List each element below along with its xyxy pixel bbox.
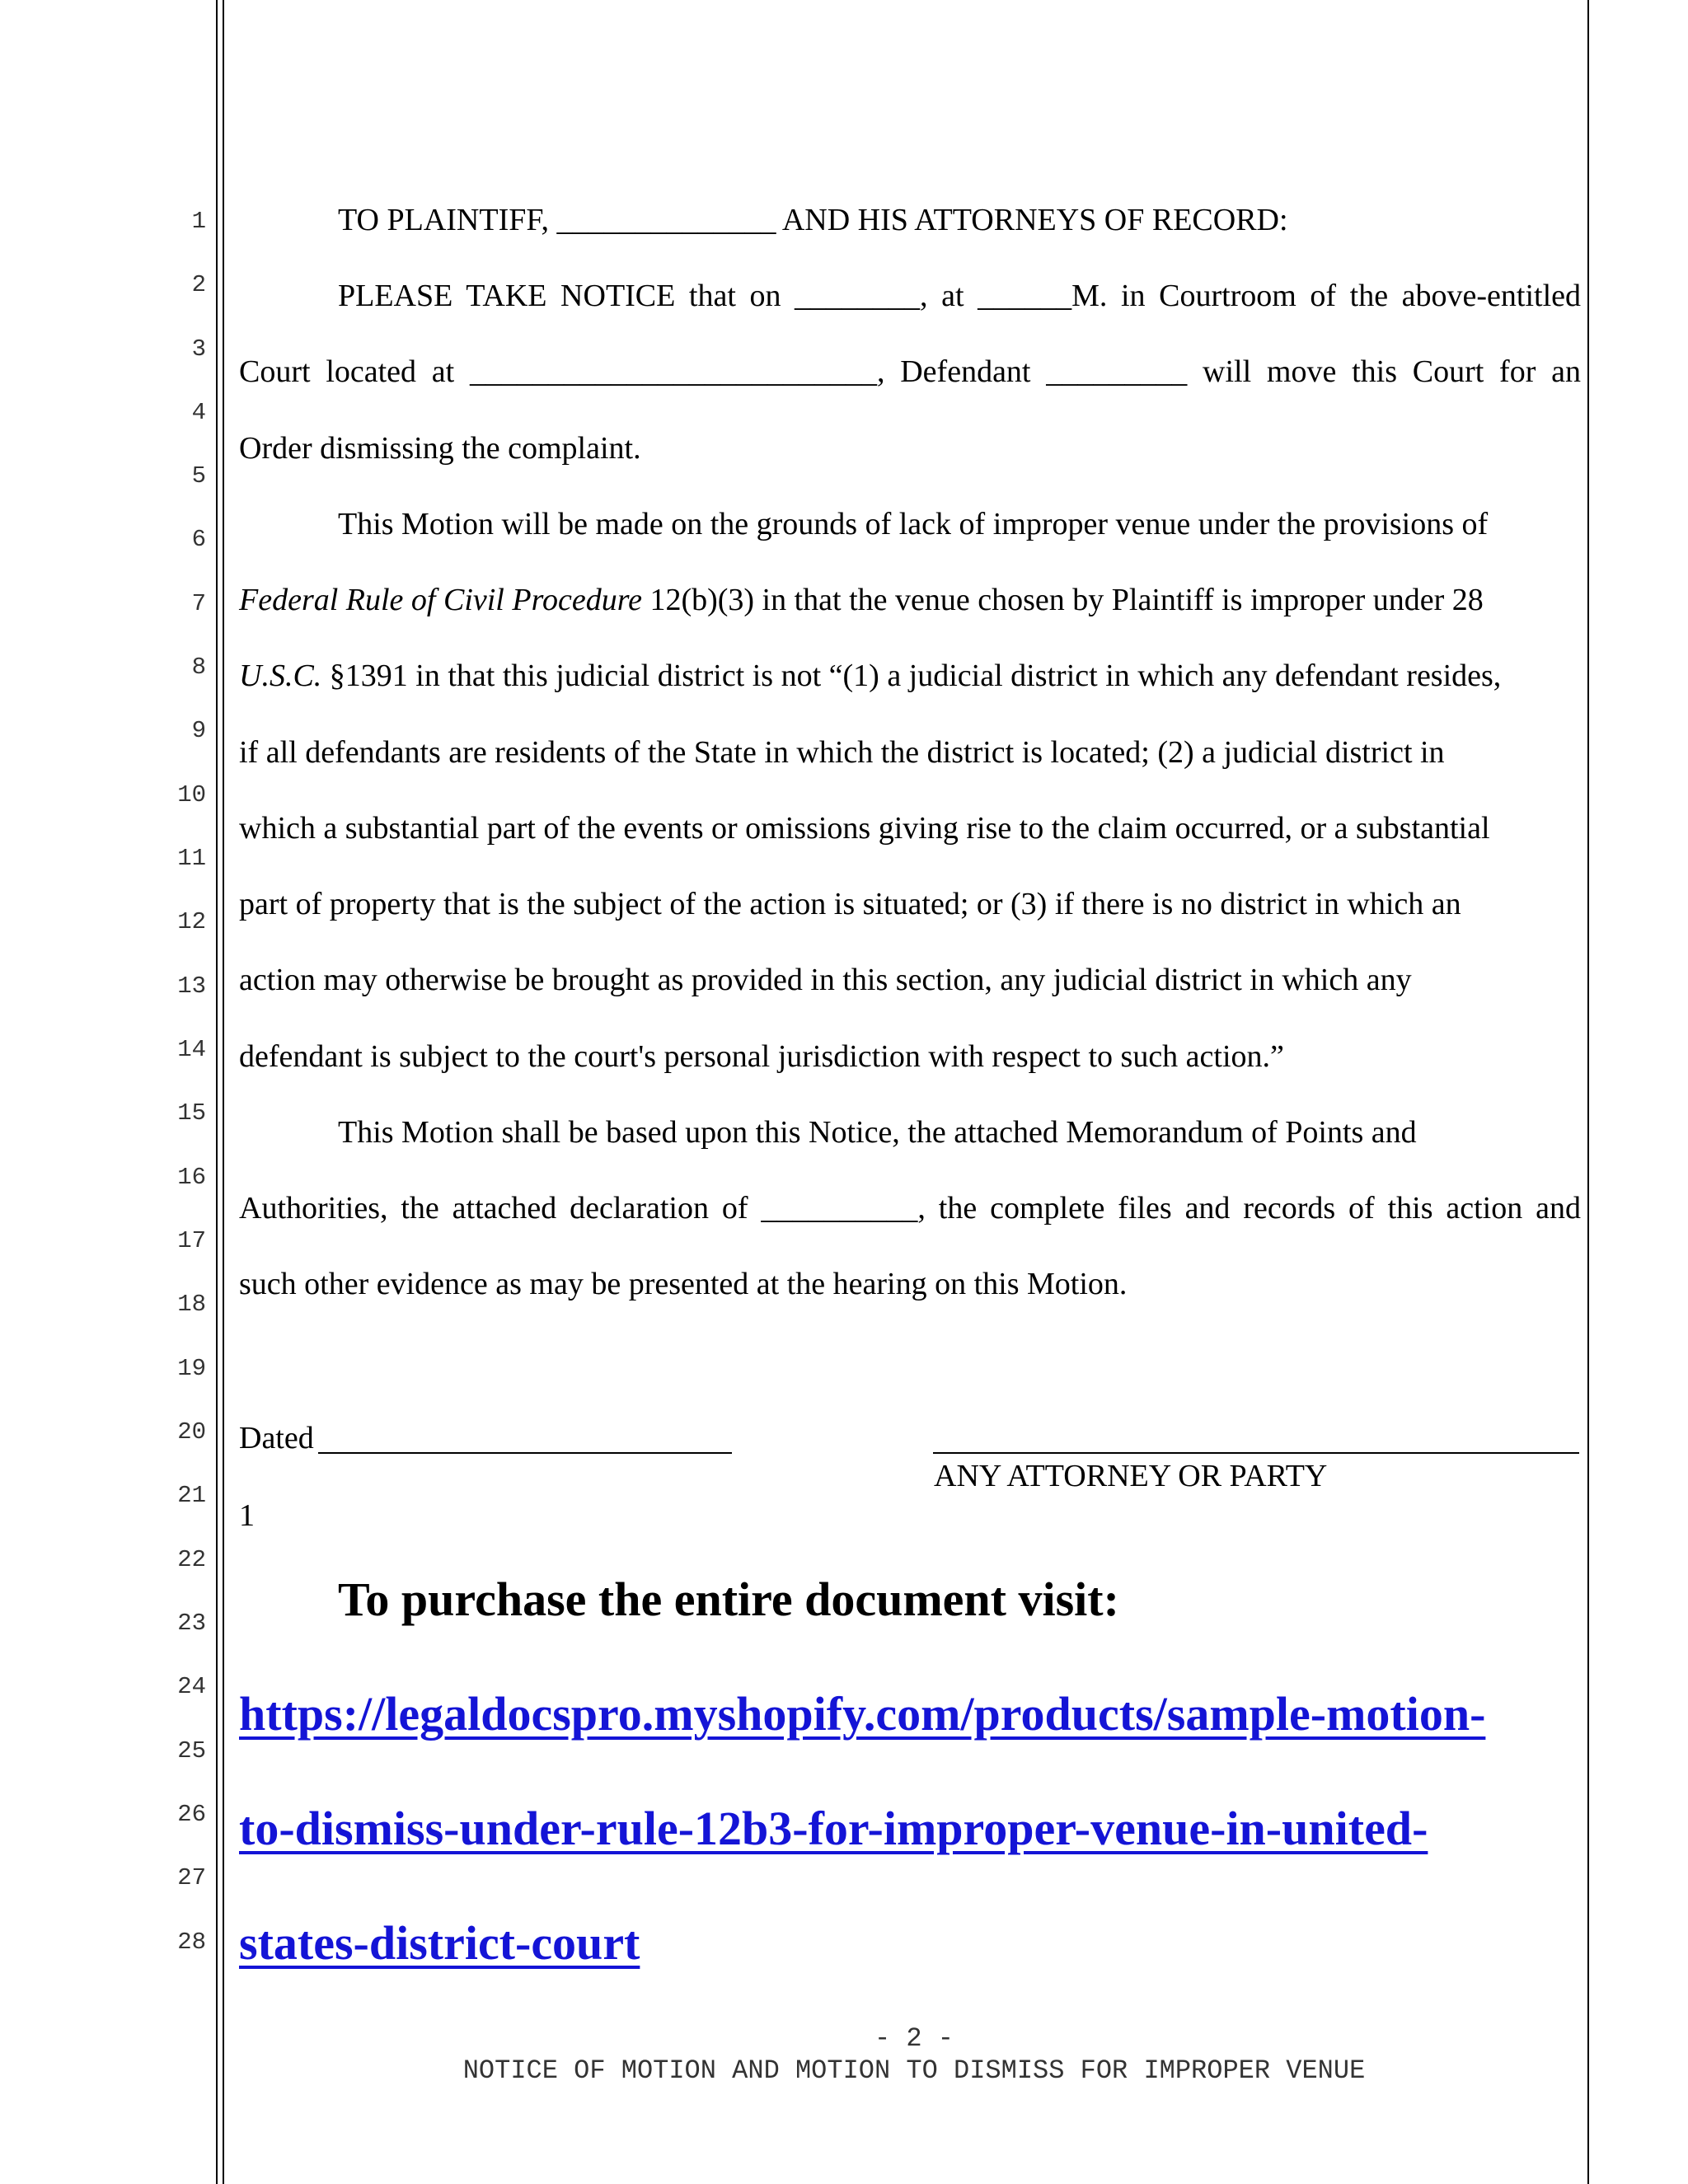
line-number: 10 <box>177 781 206 808</box>
line-number: 24 <box>177 1673 206 1700</box>
line-number: 8 <box>191 654 206 681</box>
body-line: which a substantial part of the events or omissions giving rise to the claim occurred, or a substantial <box>239 811 1490 846</box>
line-number: 12 <box>177 908 206 935</box>
line-number: 4 <box>191 399 206 426</box>
body-line: part of property that is the subject of the action is situated; or (3) if there is no district in which an <box>239 887 1461 921</box>
line-number: 25 <box>177 1737 206 1765</box>
body-line: defendant is subject to the court's personal jurisdiction with respect to such action.” <box>239 1039 1284 1074</box>
right-margin-rule <box>1587 0 1589 2184</box>
body-line <box>239 660 1501 691</box>
line-number: 19 <box>177 1355 206 1382</box>
line-number: 14 <box>177 1036 206 1063</box>
body-line: PLEASE TAKE NOTICE that on ________, at ______M. in Courtroom of the above-entitled <box>338 279 1581 313</box>
line-number: 13 <box>177 972 206 1000</box>
body-line: Order dismissing the complaint. <box>239 431 641 466</box>
line-number: 27 <box>177 1864 206 1891</box>
line-number: 18 <box>177 1291 206 1318</box>
line-number: 20 <box>177 1418 206 1446</box>
body-line: Court located at __________________________, Defendant _________ will move this Court for an <box>239 354 1581 389</box>
body-line-rest: 12(b)(3) in that the venue chosen by Plaintiff is improper under 28 <box>641 583 1484 617</box>
line-number: 28 <box>177 1929 206 1956</box>
line-number: 1 <box>191 208 206 235</box>
line-number: 22 <box>177 1546 206 1573</box>
left-margin-rule-inner <box>223 0 224 2184</box>
dated-label: Dated <box>239 1421 314 1455</box>
rule-citation: Federal Rule of Civil Procedure <box>239 583 642 617</box>
footer-title: NOTICE OF MOTION AND MOTION TO DISMISS FOR IMPROPER VENUE <box>462 2055 1366 2086</box>
body-line: such other evidence as may be presented at the hearing on this Motion. <box>239 1267 1128 1301</box>
line-number: 5 <box>191 462 206 490</box>
line-number: 9 <box>191 717 206 744</box>
body-line: This Motion will be made on the grounds of lack of improper venue under the provisions of <box>338 507 1489 541</box>
body-line-rest: §1391 in that this judicial district is not “(1) a judicial district in which any defendant resides, <box>321 658 1502 693</box>
body-line: TO PLAINTIFF, ______________ AND HIS ATTORNEYS OF RECORD: <box>338 203 1288 237</box>
body-line: This Motion shall be based upon this Notice, the attached Memorandum of Points and <box>338 1115 1417 1150</box>
body-line: if all defendants are residents of the State in which the district is located; (2) a judicial district in <box>239 735 1445 770</box>
line-number: 26 <box>177 1801 206 1828</box>
line-number: 6 <box>191 526 206 553</box>
line-number: 15 <box>177 1099 206 1127</box>
line-number: 3 <box>191 335 206 363</box>
body-line: Authorities, the attached declaration of __________, the complete files and records of this action and <box>239 1191 1581 1226</box>
body-line <box>239 584 1484 616</box>
statute-citation: U.S.C. <box>239 658 322 693</box>
purchase-link[interactable]: states-district-court <box>239 1916 640 1970</box>
signer-label: ANY ATTORNEY OR PARTY <box>934 1459 1328 1493</box>
purchase-heading: To purchase the entire document visit: <box>338 1572 1119 1626</box>
line-number: 17 <box>177 1227 206 1254</box>
line-number: 11 <box>177 845 206 872</box>
body-line: action may otherwise be brought as provided in this section, any judicial district in which any <box>239 963 1412 997</box>
line-number: 23 <box>177 1610 206 1637</box>
page-number: - 2 - <box>874 2023 954 2054</box>
date-signature-line <box>318 1452 732 1454</box>
purchase-link[interactable]: https://legaldocspro.myshopify.com/products/sample-motion- <box>239 1687 1486 1741</box>
left-margin-rule-outer <box>216 0 218 2184</box>
attorney-signature-line <box>933 1452 1579 1454</box>
page-marker: 1 <box>239 1498 255 1533</box>
line-number: 16 <box>177 1164 206 1191</box>
line-number: 2 <box>191 271 206 298</box>
purchase-link[interactable]: to-dismiss-under-rule-12b3-for-improper-venue-in-united- <box>239 1802 1428 1855</box>
line-number: 21 <box>177 1482 206 1509</box>
line-number: 7 <box>191 590 206 617</box>
